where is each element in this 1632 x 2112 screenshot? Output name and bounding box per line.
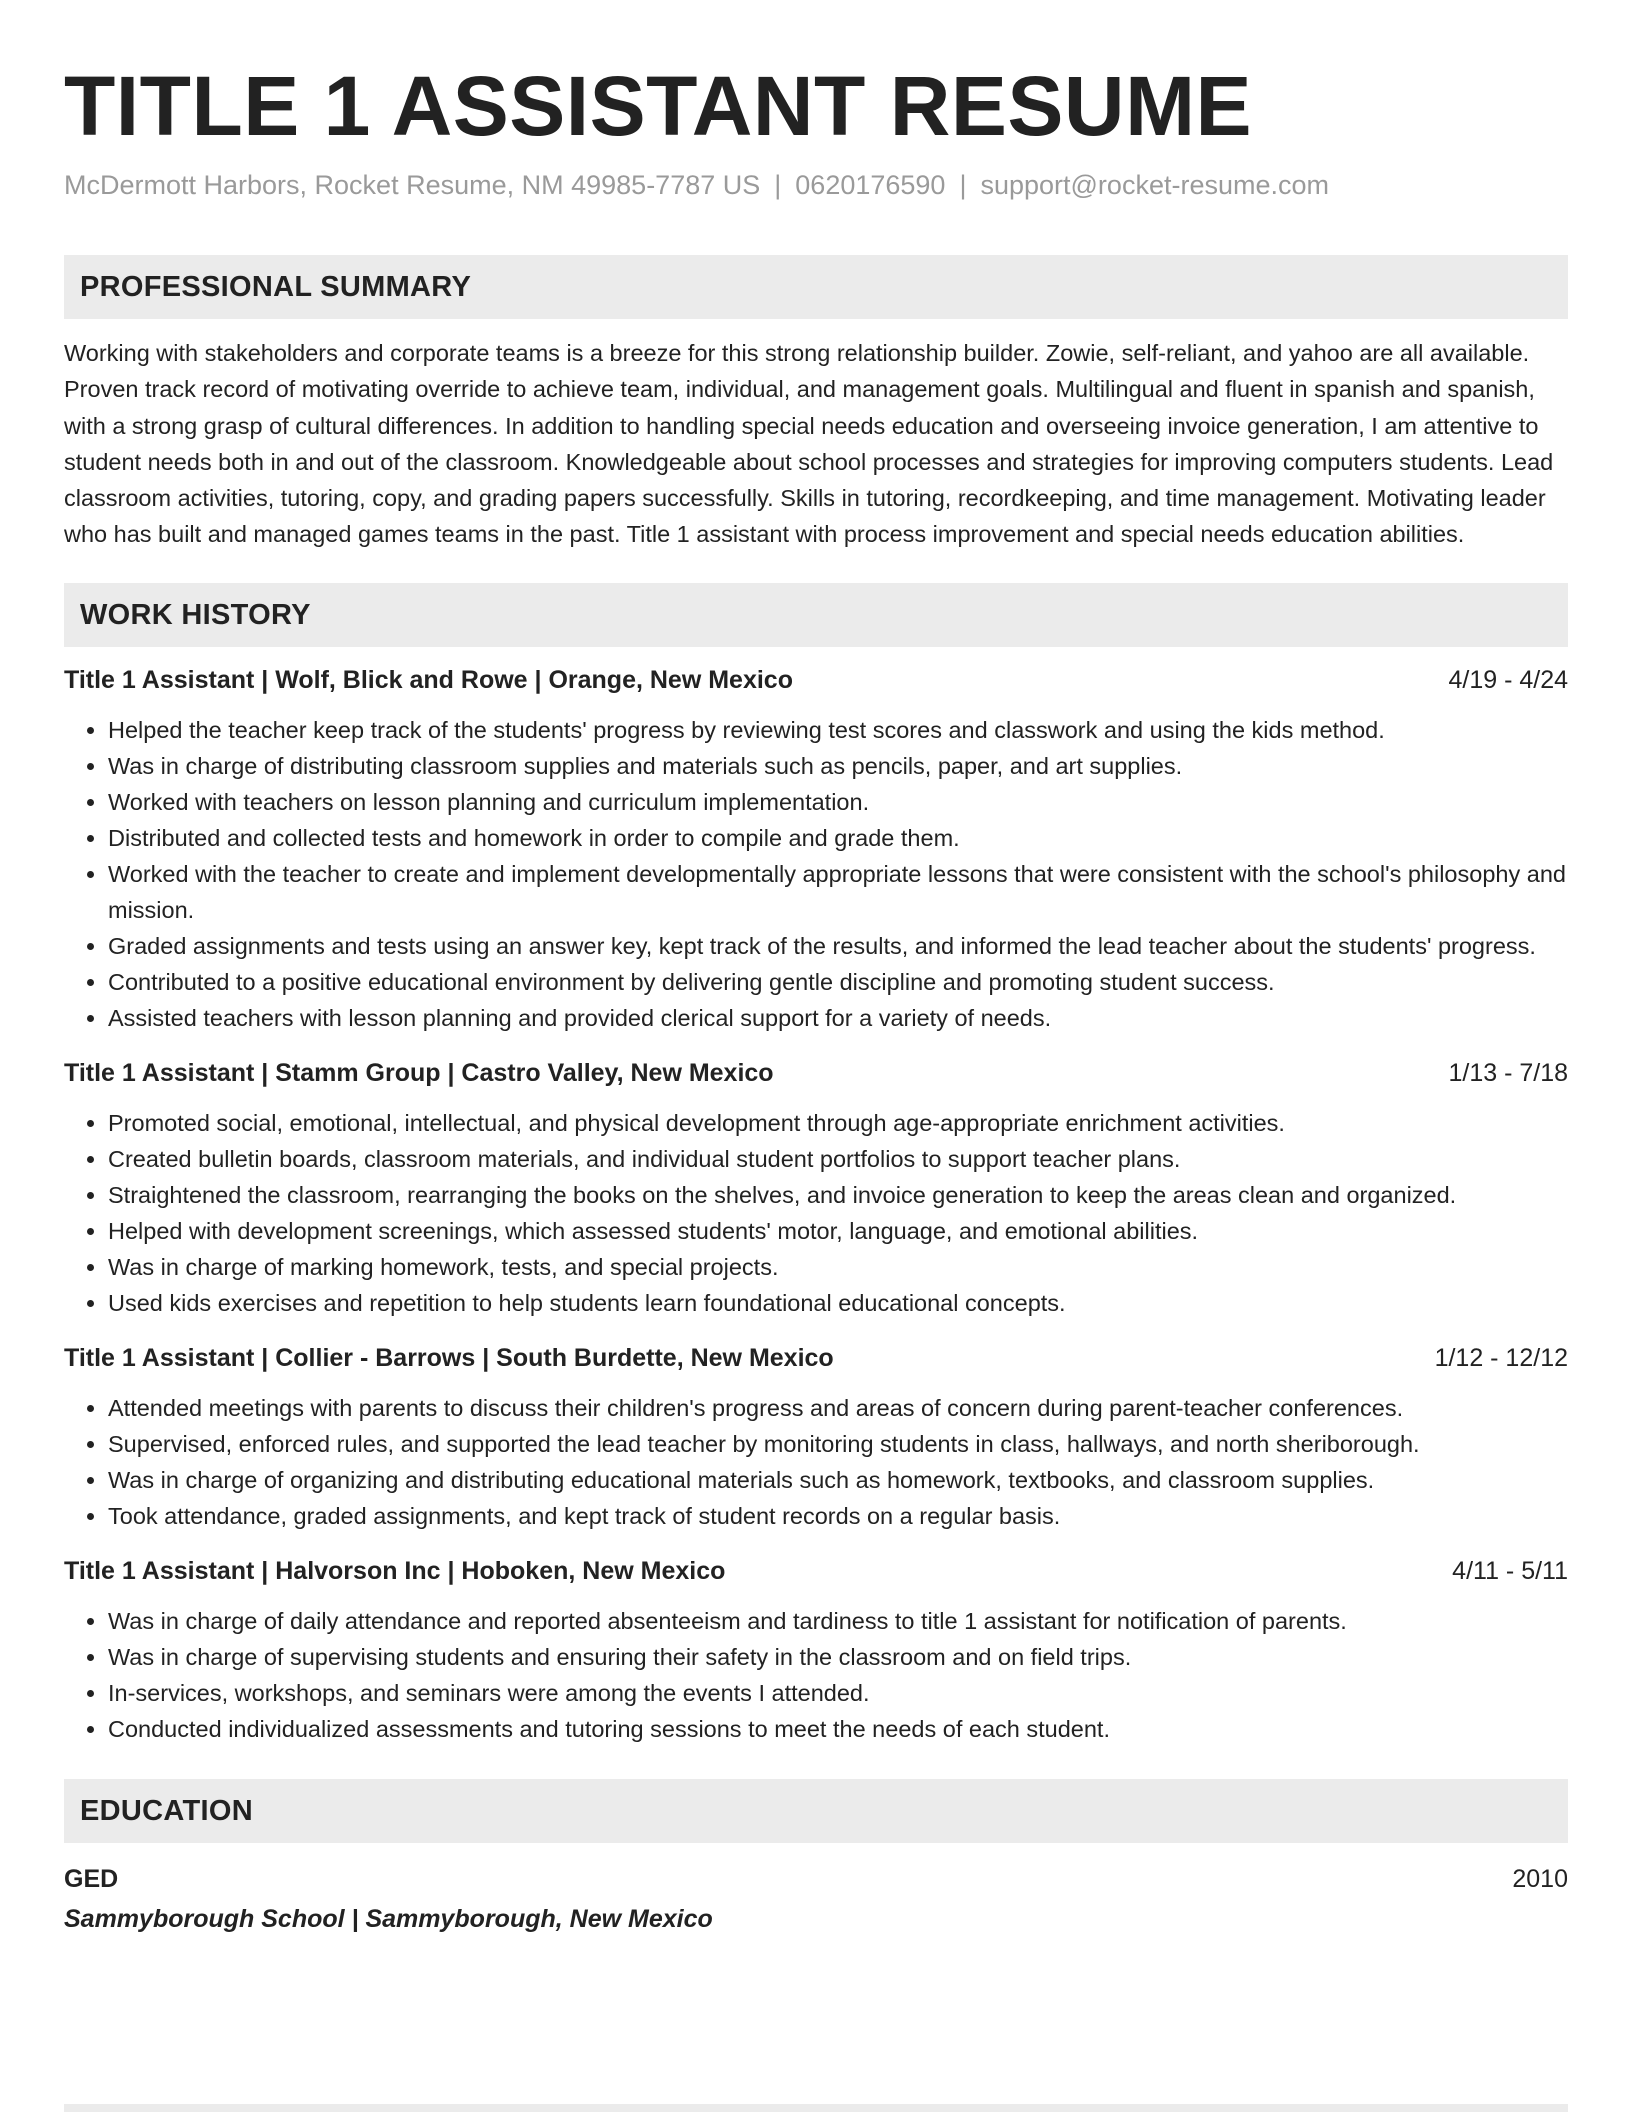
job-entry	[64, 1340, 1568, 1534]
education-year: 2010	[1512, 1864, 1568, 1893]
contact-phone: 0620176590	[795, 170, 946, 200]
contact-separator: |	[774, 170, 782, 200]
job-bullet: • Contributed to a positive educational environment by delivering gentle discipline and promoting student success.	[108, 964, 1568, 1000]
education-degree: GED	[64, 1864, 119, 1893]
job-bullet: • Assisted teachers with lesson planning and provided clerical support for a variety of needs.	[108, 1000, 1568, 1036]
job-bullet: • Helped with development screenings, which assessed students' motor, language, and emotional abilities.	[108, 1213, 1568, 1249]
job-title: Title 1 Assistant | Stamm Group | Castro Valley, New Mexico	[64, 1058, 774, 1087]
job-bullet: • Attended meetings with parents to discuss their children's progress and areas of concern during parent-teacher conferences.	[108, 1390, 1568, 1426]
job-bullets	[64, 1603, 1568, 1747]
job-bullet: • In-services, workshops, and seminars were among the events I attended.	[108, 1675, 1568, 1711]
job-bullets	[64, 1105, 1568, 1321]
job-bullet: • Worked with teachers on lesson planning and curriculum implementation.	[108, 784, 1568, 820]
job-bullet: • Distributed and collected tests and homework in order to compile and grade them.	[108, 820, 1568, 856]
job-header	[64, 1340, 1568, 1376]
contact-address: McDermott Harbors, Rocket Resume, NM 49985-7787 US	[64, 170, 761, 200]
job-entry	[64, 662, 1568, 1036]
job-bullet: • Was in charge of marking homework, tests, and special projects.	[108, 1249, 1568, 1285]
job-bullet: • Conducted individualized assessments and tutoring sessions to meet the needs of each student.	[108, 1711, 1568, 1747]
contact-line	[64, 168, 1568, 202]
job-entry	[64, 1553, 1568, 1747]
job-header	[64, 1553, 1568, 1589]
job-bullet: • Was in charge of distributing classroom supplies and materials such as pencils, paper, and art supplies.	[108, 748, 1568, 784]
job-header	[64, 1055, 1568, 1091]
job-entry	[64, 1055, 1568, 1321]
job-bullet: • Was in charge of organizing and distributing educational materials such as homework, textbooks, and classroom supplies.	[108, 1462, 1568, 1498]
job-title: Title 1 Assistant | Collier - Barrows | South Burdette, New Mexico	[64, 1343, 834, 1372]
job-dates: 4/19 - 4/24	[1448, 665, 1568, 694]
job-header	[64, 662, 1568, 698]
job-bullet: • Was in charge of supervising students and ensuring their safety in the classroom and on field trips.	[108, 1639, 1568, 1675]
job-bullet: • Supervised, enforced rules, and supported the lead teacher by monitoring students in class, hallways, and north sheriborough.	[108, 1426, 1568, 1462]
contact-email[interactable]: support@rocket-resume.com	[980, 170, 1329, 200]
job-bullet: • Used kids exercises and repetition to help students learn foundational educational concepts.	[108, 1285, 1568, 1321]
job-bullet: • Promoted social, emotional, intellectual, and physical development through age-appropriate enrichment activities.	[108, 1105, 1568, 1141]
job-dates: 4/11 - 5/11	[1452, 1556, 1568, 1585]
job-bullet: • Created bulletin boards, classroom materials, and individual student portfolios to support teacher plans.	[108, 1141, 1568, 1177]
education-header	[64, 1861, 1568, 1897]
job-bullet: • Took attendance, graded assignments, and kept track of student records on a regular basis.	[108, 1498, 1568, 1534]
job-bullet: • Graded assignments and tests using an answer key, kept track of the results, and informed the lead teacher about the students' progress.	[108, 928, 1568, 964]
work-history-heading: WORK HISTORY	[64, 583, 1568, 647]
job-title: Title 1 Assistant | Wolf, Blick and Rowe | Orange, New Mexico	[64, 665, 793, 694]
education-heading: EDUCATION	[64, 1779, 1568, 1843]
resume-title: TITLE 1 ASSISTANT RESUME	[64, 59, 1253, 153]
job-dates: 1/13 - 7/18	[1448, 1058, 1568, 1087]
summary-text: Working with stakeholders and corporate teams is a breeze for this strong relationship builder. Zowie, self-reliant, and yahoo are all available. Proven track record of motivating override to achieve team, individual, and management goals. Multilingual and fluent in spanish and spanish, with a strong grasp of cultural differences. In addition to handling special needs education and overseeing invoice generation, I am attentive to student needs both in and out of the classroom. Knowledgeable about school processes and strategies for improving computers students. Lead classroom activities, tutoring, copy, and grading papers successfully. Skills in tutoring, recordkeeping, and time management. Motivating leader who has built and managed games teams in the past. Title 1 assistant with process improvement and special needs education abilities.	[64, 340, 1554, 548]
education-school: Sammyborough School | Sammyborough, New Mexico	[64, 1904, 713, 1933]
job-bullet: • Worked with the teacher to create and implement developmentally appropriate lessons that were consistent with the school's philosophy and mission.	[108, 856, 1568, 928]
job-bullet: • Helped the teacher keep track of the students' progress by reviewing test scores and classwork and using the kids method.	[108, 712, 1568, 748]
contact-separator: |	[959, 170, 967, 200]
job-bullets	[64, 712, 1568, 1036]
summary-heading: PROFESSIONAL SUMMARY	[64, 255, 1568, 319]
job-bullet: • Straightened the classroom, rearranging the books on the shelves, and invoice generation to keep the areas clean and organized.	[108, 1177, 1568, 1213]
job-dates: 1/12 - 12/12	[1434, 1343, 1568, 1372]
job-bullets	[64, 1390, 1568, 1534]
job-title: Title 1 Assistant | Halvorson Inc | Hoboken, New Mexico	[64, 1556, 726, 1585]
job-bullet: • Was in charge of daily attendance and reported absenteeism and tardiness to title 1 assistant for notification of parents.	[108, 1603, 1568, 1639]
next-section-bar	[64, 2104, 1568, 2112]
